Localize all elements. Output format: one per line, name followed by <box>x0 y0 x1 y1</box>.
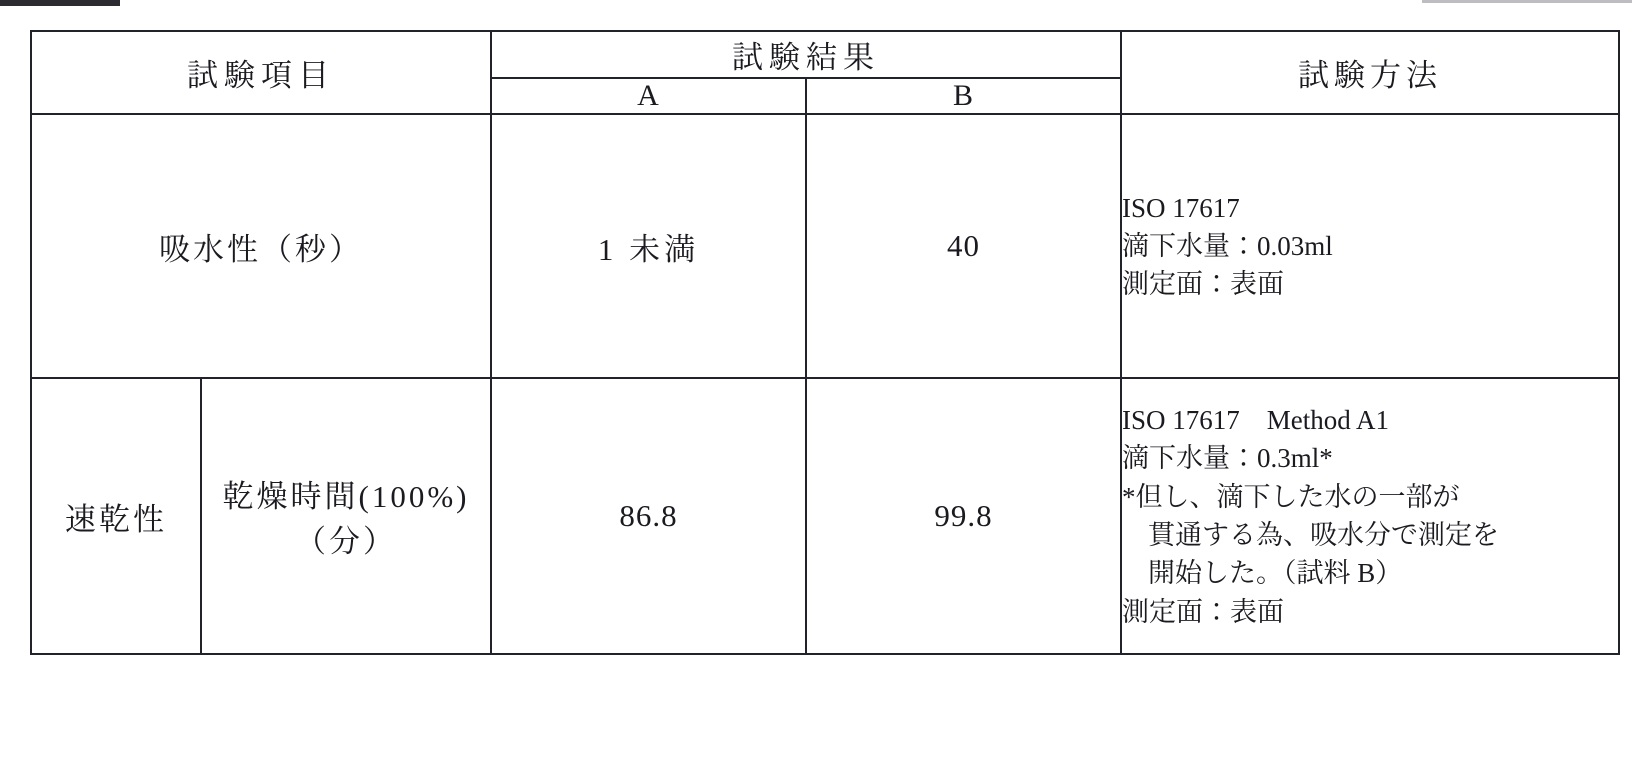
row-1-method-line-1: 滴下水量：0.3ml* <box>1122 443 1333 474</box>
row-0-item-label: 吸水性（秒） <box>31 114 491 378</box>
header-test-item: 試験項目 <box>31 31 491 114</box>
table-header-row-1 <box>31 31 1619 78</box>
row-1-item-label: 速乾性 <box>31 378 201 654</box>
row-0-method <box>1121 114 1619 378</box>
row-1-method-line-4: 開始した。（試料 B） <box>1148 558 1403 589</box>
test-results-table-container <box>30 30 1618 655</box>
row-0-method-line-1: 滴下水量：0.03ml <box>1122 230 1333 261</box>
test-results-table <box>30 30 1620 655</box>
header-test-method: 試験方法 <box>1121 31 1619 114</box>
row-0-method-line-0: ISO 17617 <box>1122 192 1240 223</box>
row-1-result-b: 99.8 <box>806 378 1121 654</box>
header-test-result-group: 試験結果 <box>491 31 1121 78</box>
row-1-item-sublabel <box>201 378 491 654</box>
row-1-method-line-0: ISO 17617 Method A1 <box>1122 405 1390 436</box>
table-row <box>31 378 1619 654</box>
row-0-method-line-2: 測定面：表面 <box>1122 269 1284 300</box>
row-0-result-b: 40 <box>806 114 1121 378</box>
row-1-method-line-2: *但し、滴下した水の一部が <box>1122 481 1460 512</box>
scan-artifact-right <box>1422 0 1632 3</box>
row-1-item-sublabel-line-1: 乾燥時間(100%) <box>222 479 470 514</box>
scan-artifact-left <box>0 0 120 6</box>
table-row <box>31 114 1619 378</box>
header-result-a: A <box>491 78 806 114</box>
row-1-method-line-3: 貫通する為、吸水分で測定を <box>1148 520 1499 550</box>
header-result-b: B <box>806 78 1121 114</box>
row-1-result-a: 86.8 <box>491 378 806 654</box>
row-1-method <box>1121 378 1619 654</box>
row-1-item-sublabel-line-2: （分） <box>295 524 397 559</box>
row-1-method-line-5: 測定面：表面 <box>1122 596 1284 627</box>
row-0-result-a: 1 未満 <box>491 114 806 378</box>
